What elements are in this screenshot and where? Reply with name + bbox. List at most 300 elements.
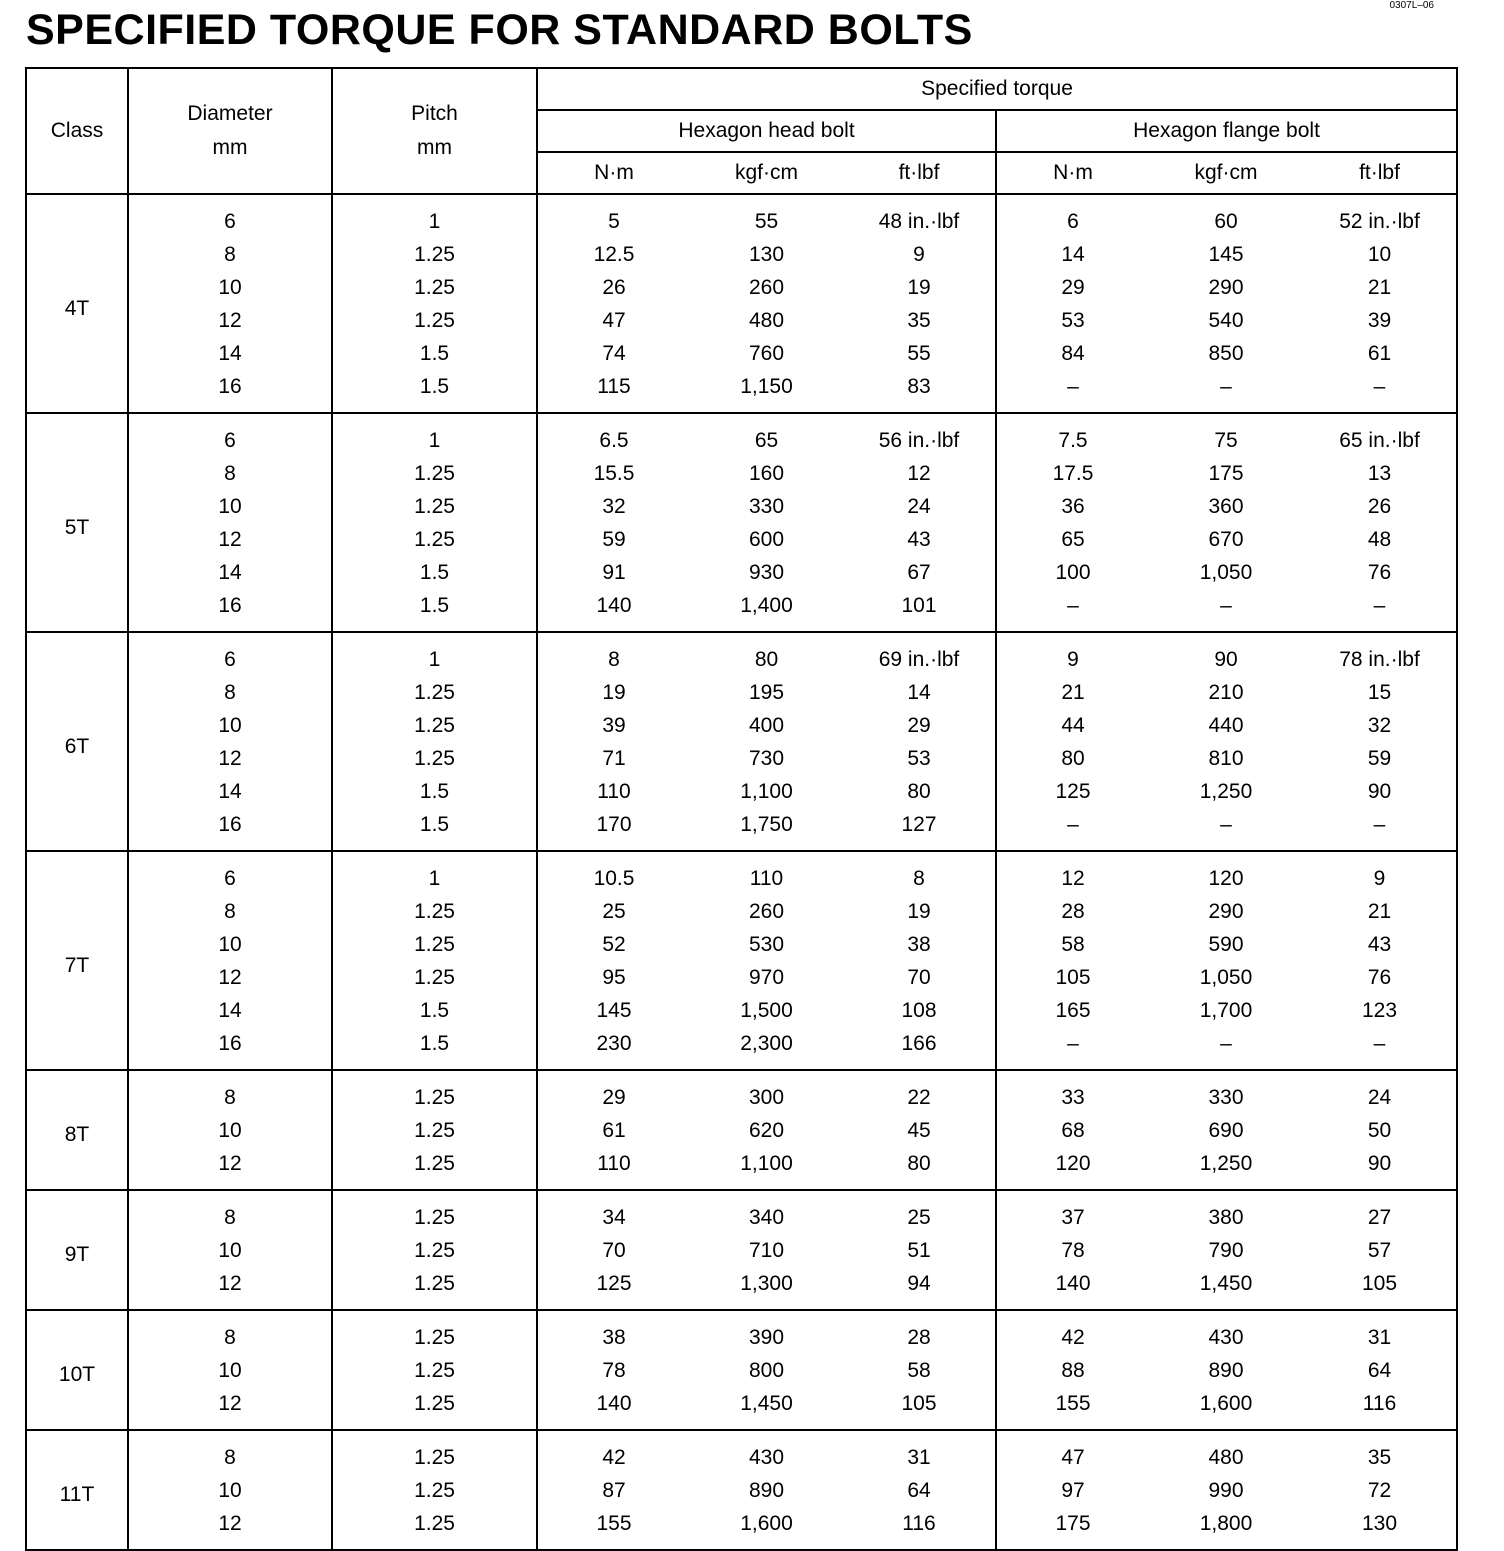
cell-flange-kgfcm: 810 xyxy=(1208,746,1244,770)
cell-pitch: 1.25 xyxy=(332,961,537,994)
page-title: SPECIFIED TORQUE FOR STANDARD BOLTS xyxy=(26,6,973,54)
table-row xyxy=(26,304,1457,337)
cell-flange-ftlbf: 59 xyxy=(1303,742,1457,775)
cell-pitch: 1.5 xyxy=(332,994,537,1027)
cell-flange-kgfcm: 1,050 xyxy=(1199,560,1253,584)
cell-head-ftlbf: 105 xyxy=(843,1387,996,1430)
table-row xyxy=(26,1190,1457,1234)
cell-head-kgfcm: 160 xyxy=(748,461,785,485)
cell-flange-ftlbf: 10 xyxy=(1303,238,1457,271)
cell-head-kgfcm: 1,450 xyxy=(740,1391,793,1415)
cell-pitch: 1 xyxy=(332,851,537,895)
cell-flange-nm: – xyxy=(1067,374,1079,398)
cell-flange-kgfcm: 330 xyxy=(1208,1085,1244,1109)
cell-diameter: 14 xyxy=(128,337,332,370)
cell-flange-nm: – xyxy=(1067,1031,1079,1055)
cell-flange-ftlbf: 26 xyxy=(1303,490,1457,523)
cell-pitch: 1.25 xyxy=(332,676,537,709)
cell-head-ftlbf: 58 xyxy=(843,1354,996,1387)
cell-flange-nm: 80 xyxy=(1061,746,1085,770)
cell-head-nm: 125 xyxy=(596,1271,632,1295)
cell-head-nm: 110 xyxy=(597,1151,631,1175)
cell-flange-kgfcm: 290 xyxy=(1208,899,1244,923)
cell-pitch: 1.5 xyxy=(332,1027,537,1070)
cell-head-ftlbf: 83 xyxy=(843,370,996,413)
cell-flange-nm: 7.5 xyxy=(1058,428,1088,452)
cell-head-kgfcm: 260 xyxy=(748,275,785,299)
cell-head-ftlbf: 69 in.·lbf xyxy=(843,632,996,676)
table-row xyxy=(26,961,1457,994)
table-header xyxy=(26,68,1457,194)
cell-flange-kgfcm: 90 xyxy=(1214,647,1238,671)
cell-flange-nm: 44 xyxy=(1061,713,1085,737)
cell-diameter: 16 xyxy=(128,370,332,413)
cell-pitch: 1.25 xyxy=(332,304,537,337)
cell-flange-kgfcm: 590 xyxy=(1208,932,1244,956)
table-row xyxy=(26,556,1457,589)
cell-head-kgfcm: 710 xyxy=(748,1238,785,1262)
cell-pitch: 1.25 xyxy=(332,709,537,742)
cell-diameter: 14 xyxy=(128,775,332,808)
cell-flange-nm: 97 xyxy=(1061,1478,1085,1502)
cell-head-kgfcm: 970 xyxy=(748,965,785,989)
cell-pitch: 1.25 xyxy=(332,742,537,775)
table-row xyxy=(26,370,1457,413)
class-cell: 5T xyxy=(26,413,128,632)
cell-flange-ftlbf: 105 xyxy=(1303,1267,1457,1310)
header-flange-nm: N·m xyxy=(996,152,1149,194)
class-group-9t xyxy=(26,1190,1457,1310)
cell-flange-kgfcm: – xyxy=(1220,1031,1232,1055)
cell-flange-ftlbf: – xyxy=(1303,370,1457,413)
cell-flange-kgfcm: 380 xyxy=(1208,1205,1244,1229)
cell-head-kgfcm: 800 xyxy=(748,1358,785,1382)
cell-diameter: 10 xyxy=(128,1234,332,1267)
cell-flange-ftlbf: 90 xyxy=(1303,1147,1457,1190)
cell-pitch: 1.25 xyxy=(332,523,537,556)
cell-flange-kgfcm: 1,800 xyxy=(1199,1511,1253,1535)
cell-flange-nm: 37 xyxy=(1061,1205,1085,1229)
cell-head-nm: 140 xyxy=(596,593,632,617)
cell-head-nm: 15.5 xyxy=(593,461,635,485)
table-row xyxy=(26,1070,1457,1114)
table-row xyxy=(26,1474,1457,1507)
class-group-10t xyxy=(26,1310,1457,1430)
table-row xyxy=(26,808,1457,851)
cell-head-kgfcm: 195 xyxy=(748,680,785,704)
cell-flange-nm: 120 xyxy=(1055,1151,1091,1175)
table-row xyxy=(26,1507,1457,1550)
cell-pitch: 1.25 xyxy=(332,928,537,961)
cell-flange-nm: 78 xyxy=(1061,1238,1085,1262)
cell-flange-kgfcm: 210 xyxy=(1208,680,1244,704)
cell-flange-nm: 140 xyxy=(1055,1271,1091,1295)
cell-diameter: 12 xyxy=(128,304,332,337)
cell-diameter: 12 xyxy=(128,1267,332,1310)
header-class: Class xyxy=(26,68,128,194)
cell-flange-nm: 100 xyxy=(1055,560,1091,584)
cell-head-nm: 95 xyxy=(602,965,626,989)
header-pitch-unit: mm xyxy=(417,136,452,159)
class-group-8t xyxy=(26,1070,1457,1190)
table-row xyxy=(26,589,1457,632)
cell-flange-kgfcm: 1,600 xyxy=(1199,1391,1253,1415)
cell-head-ftlbf: 53 xyxy=(843,742,996,775)
cell-pitch: 1 xyxy=(332,413,537,457)
cell-head-ftlbf: 56 in.·lbf xyxy=(843,413,996,457)
cell-flange-kgfcm: 440 xyxy=(1208,713,1244,737)
cell-head-ftlbf: 25 xyxy=(843,1190,996,1234)
cell-flange-kgfcm: 290 xyxy=(1208,275,1244,299)
cell-diameter: 8 xyxy=(128,676,332,709)
cell-head-nm: 6.5 xyxy=(599,428,629,452)
cell-head-kgfcm: 1,150 xyxy=(740,374,793,398)
cell-flange-kgfcm: 360 xyxy=(1208,494,1244,518)
header-flange-ftlbf: ft·lbf xyxy=(1303,152,1457,194)
cell-head-ftlbf: 28 xyxy=(843,1310,996,1354)
cell-head-ftlbf: 108 xyxy=(843,994,996,1027)
cell-flange-kgfcm: – xyxy=(1220,812,1232,836)
cell-flange-nm: 12 xyxy=(1061,866,1085,890)
class-group-11t xyxy=(26,1430,1457,1550)
cell-flange-nm: 165 xyxy=(1055,998,1091,1022)
cell-flange-nm: 14 xyxy=(1061,242,1085,266)
cell-diameter: 14 xyxy=(128,556,332,589)
cell-head-ftlbf: 43 xyxy=(843,523,996,556)
table-row xyxy=(26,490,1457,523)
cell-diameter: 16 xyxy=(128,808,332,851)
cell-flange-ftlbf: 57 xyxy=(1303,1234,1457,1267)
torque-table xyxy=(25,67,1458,1551)
table-row xyxy=(26,709,1457,742)
cell-head-kgfcm: 330 xyxy=(748,494,785,518)
cell-diameter: 12 xyxy=(128,1147,332,1190)
cell-head-nm: 230 xyxy=(596,1031,632,1055)
cell-flange-ftlbf: – xyxy=(1303,808,1457,851)
table-row xyxy=(26,238,1457,271)
header-head-ftlbf: ft·lbf xyxy=(843,152,996,194)
cell-head-nm: 38 xyxy=(602,1325,626,1349)
class-cell: 7T xyxy=(26,851,128,1070)
cell-pitch: 1.5 xyxy=(332,556,537,589)
cell-head-kgfcm: 890 xyxy=(748,1478,785,1502)
cell-pitch: 1.25 xyxy=(332,490,537,523)
cell-pitch: 1.25 xyxy=(332,1507,537,1550)
cell-flange-ftlbf: – xyxy=(1303,589,1457,632)
cell-diameter: 8 xyxy=(128,1430,332,1474)
cell-head-nm: 32 xyxy=(602,494,626,518)
cell-head-nm: 115 xyxy=(597,374,631,398)
header-head-kgfcm: kgf·cm xyxy=(690,152,843,194)
cell-pitch: 1.5 xyxy=(332,775,537,808)
cell-flange-kgfcm: – xyxy=(1220,593,1232,617)
cell-diameter: 10 xyxy=(128,1114,332,1147)
table-row xyxy=(26,337,1457,370)
cell-head-nm: 71 xyxy=(602,746,626,770)
table-row xyxy=(26,457,1457,490)
cell-head-ftlbf: 14 xyxy=(843,676,996,709)
cell-head-ftlbf: 94 xyxy=(843,1267,996,1310)
cell-flange-ftlbf: 39 xyxy=(1303,304,1457,337)
cell-head-kgfcm: 430 xyxy=(748,1445,785,1469)
cell-flange-nm: 58 xyxy=(1061,932,1085,956)
header-pitch-label: Pitch xyxy=(411,102,458,125)
cell-head-kgfcm: 530 xyxy=(748,932,785,956)
cell-diameter: 12 xyxy=(128,1387,332,1430)
cell-flange-kgfcm: 120 xyxy=(1208,866,1244,890)
cell-head-kgfcm: 930 xyxy=(748,560,785,584)
cell-pitch: 1.5 xyxy=(332,589,537,632)
cell-head-nm: 59 xyxy=(602,527,626,551)
cell-diameter: 16 xyxy=(128,589,332,632)
cell-flange-kgfcm: 175 xyxy=(1208,461,1244,485)
cell-head-nm: 42 xyxy=(602,1445,626,1469)
cell-flange-ftlbf: 48 xyxy=(1303,523,1457,556)
cell-flange-kgfcm: 990 xyxy=(1208,1478,1244,1502)
cell-head-nm: 47 xyxy=(602,308,626,332)
cell-pitch: 1.25 xyxy=(332,271,537,304)
header-hexagon-head-bolt: Hexagon head bolt xyxy=(537,110,996,152)
cell-head-kgfcm: 480 xyxy=(748,308,785,332)
header-flange-kgfcm: kgf·cm xyxy=(1149,152,1303,194)
cell-diameter: 6 xyxy=(128,632,332,676)
cell-flange-nm: 29 xyxy=(1061,275,1085,299)
cell-diameter: 6 xyxy=(128,413,332,457)
cell-pitch: 1 xyxy=(332,632,537,676)
cell-head-ftlbf: 70 xyxy=(843,961,996,994)
cell-flange-kgfcm: 850 xyxy=(1208,341,1244,365)
cell-flange-kgfcm: 540 xyxy=(1208,308,1244,332)
cell-flange-nm: 17.5 xyxy=(1052,461,1094,485)
cell-flange-kgfcm: 1,050 xyxy=(1199,965,1253,989)
cell-flange-nm: 42 xyxy=(1061,1325,1085,1349)
cell-pitch: 1.25 xyxy=(332,1474,537,1507)
cell-flange-ftlbf: 65 in.·lbf xyxy=(1303,413,1457,457)
cell-diameter: 12 xyxy=(128,961,332,994)
cell-head-kgfcm: 1,400 xyxy=(740,593,793,617)
cell-diameter: 8 xyxy=(128,1070,332,1114)
cell-diameter: 8 xyxy=(128,895,332,928)
cell-diameter: 12 xyxy=(128,523,332,556)
cell-head-kgfcm: 1,100 xyxy=(740,1151,793,1175)
table-row xyxy=(26,194,1457,238)
class-cell: 8T xyxy=(26,1070,128,1190)
cell-flange-nm: 105 xyxy=(1055,965,1091,989)
cell-flange-ftlbf: 76 xyxy=(1303,556,1457,589)
header-diameter-label: Diameter xyxy=(187,102,273,125)
cell-head-nm: 39 xyxy=(602,713,626,737)
table-row xyxy=(26,775,1457,808)
cell-flange-kgfcm: 75 xyxy=(1214,428,1238,452)
cell-head-nm: 70 xyxy=(602,1238,626,1262)
cell-head-ftlbf: 35 xyxy=(843,304,996,337)
cell-head-nm: 91 xyxy=(602,560,626,584)
cell-flange-kgfcm: 790 xyxy=(1208,1238,1244,1262)
cell-pitch: 1.25 xyxy=(332,238,537,271)
cell-pitch: 1.5 xyxy=(332,370,537,413)
cell-head-ftlbf: 67 xyxy=(843,556,996,589)
cell-head-ftlbf: 19 xyxy=(843,271,996,304)
cell-flange-ftlbf: 76 xyxy=(1303,961,1457,994)
cell-flange-ftlbf: 24 xyxy=(1303,1070,1457,1114)
table-row xyxy=(26,1310,1457,1354)
cell-flange-kgfcm: 1,450 xyxy=(1199,1271,1253,1295)
cell-pitch: 1.25 xyxy=(332,1354,537,1387)
cell-flange-ftlbf: 27 xyxy=(1303,1190,1457,1234)
class-cell: 9T xyxy=(26,1190,128,1310)
cell-flange-ftlbf: 130 xyxy=(1303,1507,1457,1550)
cell-flange-ftlbf: 35 xyxy=(1303,1430,1457,1474)
cell-head-kgfcm: 600 xyxy=(748,527,785,551)
cell-head-kgfcm: 1,100 xyxy=(740,779,793,803)
cell-diameter: 10 xyxy=(128,709,332,742)
cell-head-kgfcm: 730 xyxy=(748,746,785,770)
cell-pitch: 1.25 xyxy=(332,1234,537,1267)
table-row xyxy=(26,271,1457,304)
cell-flange-nm: 125 xyxy=(1055,779,1091,803)
cell-head-ftlbf: 51 xyxy=(843,1234,996,1267)
cell-flange-nm: – xyxy=(1067,812,1079,836)
cell-head-kgfcm: 400 xyxy=(748,713,785,737)
cell-flange-nm: 88 xyxy=(1061,1358,1085,1382)
cell-head-nm: 12.5 xyxy=(593,242,635,266)
cell-head-nm: 78 xyxy=(602,1358,626,1382)
cell-head-kgfcm: 55 xyxy=(754,209,779,233)
cell-head-kgfcm: 300 xyxy=(748,1085,785,1109)
header-diameter-unit: mm xyxy=(212,136,248,159)
cell-head-kgfcm: 1,750 xyxy=(740,812,793,836)
table-row xyxy=(26,1114,1457,1147)
cell-flange-kgfcm: – xyxy=(1220,374,1232,398)
table-row xyxy=(26,413,1457,457)
cell-head-nm: 8 xyxy=(608,647,620,671)
header-pitch xyxy=(332,68,537,194)
table-row xyxy=(26,895,1457,928)
cell-head-ftlbf: 116 xyxy=(843,1507,996,1550)
table-row xyxy=(26,632,1457,676)
cell-head-ftlbf: 101 xyxy=(843,589,996,632)
cell-flange-ftlbf: 72 xyxy=(1303,1474,1457,1507)
cell-diameter: 12 xyxy=(128,742,332,775)
header-head-nm: N·m xyxy=(537,152,690,194)
table-row xyxy=(26,742,1457,775)
cell-head-kgfcm: 760 xyxy=(748,341,785,365)
cell-flange-ftlbf: 64 xyxy=(1303,1354,1457,1387)
cell-diameter: 10 xyxy=(128,490,332,523)
cell-flange-nm: 84 xyxy=(1061,341,1085,365)
cell-diameter: 10 xyxy=(128,1354,332,1387)
cell-head-nm: 10.5 xyxy=(593,866,635,890)
cell-flange-ftlbf: 21 xyxy=(1303,271,1457,304)
cell-flange-ftlbf: 78 in.·lbf xyxy=(1303,632,1457,676)
table-row xyxy=(26,676,1457,709)
cell-flange-nm: 33 xyxy=(1061,1085,1085,1109)
cell-head-kgfcm: 130 xyxy=(748,242,785,266)
cell-flange-ftlbf: 9 xyxy=(1303,851,1457,895)
cell-head-nm: 110 xyxy=(597,779,631,803)
cell-head-ftlbf: 24 xyxy=(843,490,996,523)
cell-diameter: 8 xyxy=(128,1310,332,1354)
cell-diameter: 8 xyxy=(128,238,332,271)
cell-pitch: 1.25 xyxy=(332,1267,537,1310)
table-row xyxy=(26,1430,1457,1474)
cell-flange-ftlbf: 90 xyxy=(1303,775,1457,808)
cell-flange-nm: 21 xyxy=(1061,680,1085,704)
cell-head-nm: 5 xyxy=(608,209,620,233)
cell-flange-ftlbf: 50 xyxy=(1303,1114,1457,1147)
cell-diameter: 8 xyxy=(128,457,332,490)
cell-head-nm: 52 xyxy=(602,932,626,956)
table-row xyxy=(26,1354,1457,1387)
cell-head-ftlbf: 64 xyxy=(843,1474,996,1507)
cell-flange-nm: 9 xyxy=(1067,647,1079,671)
cell-flange-kgfcm: 1,250 xyxy=(1199,1151,1253,1175)
cell-head-ftlbf: 166 xyxy=(843,1027,996,1070)
cell-head-kgfcm: 110 xyxy=(749,866,784,890)
cell-head-nm: 145 xyxy=(596,998,632,1022)
cell-flange-kgfcm: 1,250 xyxy=(1199,779,1253,803)
cell-head-ftlbf: 9 xyxy=(843,238,996,271)
cell-pitch: 1.25 xyxy=(332,1310,537,1354)
cell-flange-nm: 47 xyxy=(1061,1445,1085,1469)
cell-flange-kgfcm: 890 xyxy=(1208,1358,1244,1382)
cell-diameter: 10 xyxy=(128,1474,332,1507)
table-row xyxy=(26,1387,1457,1430)
cell-pitch: 1.25 xyxy=(332,1070,537,1114)
cell-flange-nm: 68 xyxy=(1061,1118,1085,1142)
cell-head-ftlbf: 38 xyxy=(843,928,996,961)
cell-flange-ftlbf: 123 xyxy=(1303,994,1457,1027)
cell-diameter: 12 xyxy=(128,1507,332,1550)
cell-head-ftlbf: 45 xyxy=(843,1114,996,1147)
table-row xyxy=(26,1234,1457,1267)
cell-pitch: 1 xyxy=(332,194,537,238)
table-row xyxy=(26,928,1457,961)
class-group-6t xyxy=(26,632,1457,851)
cell-flange-nm: 36 xyxy=(1061,494,1085,518)
cell-head-nm: 170 xyxy=(596,812,632,836)
cell-flange-nm: 53 xyxy=(1061,308,1085,332)
cell-diameter: 6 xyxy=(128,851,332,895)
cell-flange-nm: – xyxy=(1067,593,1079,617)
class-cell: 10T xyxy=(26,1310,128,1430)
cell-flange-ftlbf: 21 xyxy=(1303,895,1457,928)
cell-head-kgfcm: 1,300 xyxy=(740,1271,793,1295)
cell-head-nm: 155 xyxy=(596,1511,632,1535)
header-specified-torque: Specified torque xyxy=(537,68,1457,110)
cell-pitch: 1.25 xyxy=(332,895,537,928)
cell-flange-ftlbf: 52 in.·lbf xyxy=(1303,194,1457,238)
cell-flange-ftlbf: 61 xyxy=(1303,337,1457,370)
cell-head-kgfcm: 80 xyxy=(754,647,779,671)
cell-pitch: 1.25 xyxy=(332,1387,537,1430)
cell-head-ftlbf: 80 xyxy=(843,775,996,808)
cell-head-ftlbf: 80 xyxy=(843,1147,996,1190)
cell-flange-ftlbf: 13 xyxy=(1303,457,1457,490)
cell-diameter: 14 xyxy=(128,994,332,1027)
cell-head-ftlbf: 48 in.·lbf xyxy=(843,194,996,238)
table-row xyxy=(26,1027,1457,1070)
class-cell: 6T xyxy=(26,632,128,851)
cell-head-ftlbf: 31 xyxy=(843,1430,996,1474)
cell-diameter: 10 xyxy=(128,271,332,304)
table-row xyxy=(26,523,1457,556)
cell-pitch: 1.25 xyxy=(332,1430,537,1474)
table-row xyxy=(26,851,1457,895)
cell-pitch: 1.25 xyxy=(332,1147,537,1190)
cell-head-nm: 26 xyxy=(602,275,626,299)
header-hexagon-flange-bolt: Hexagon flange bolt xyxy=(996,110,1457,152)
